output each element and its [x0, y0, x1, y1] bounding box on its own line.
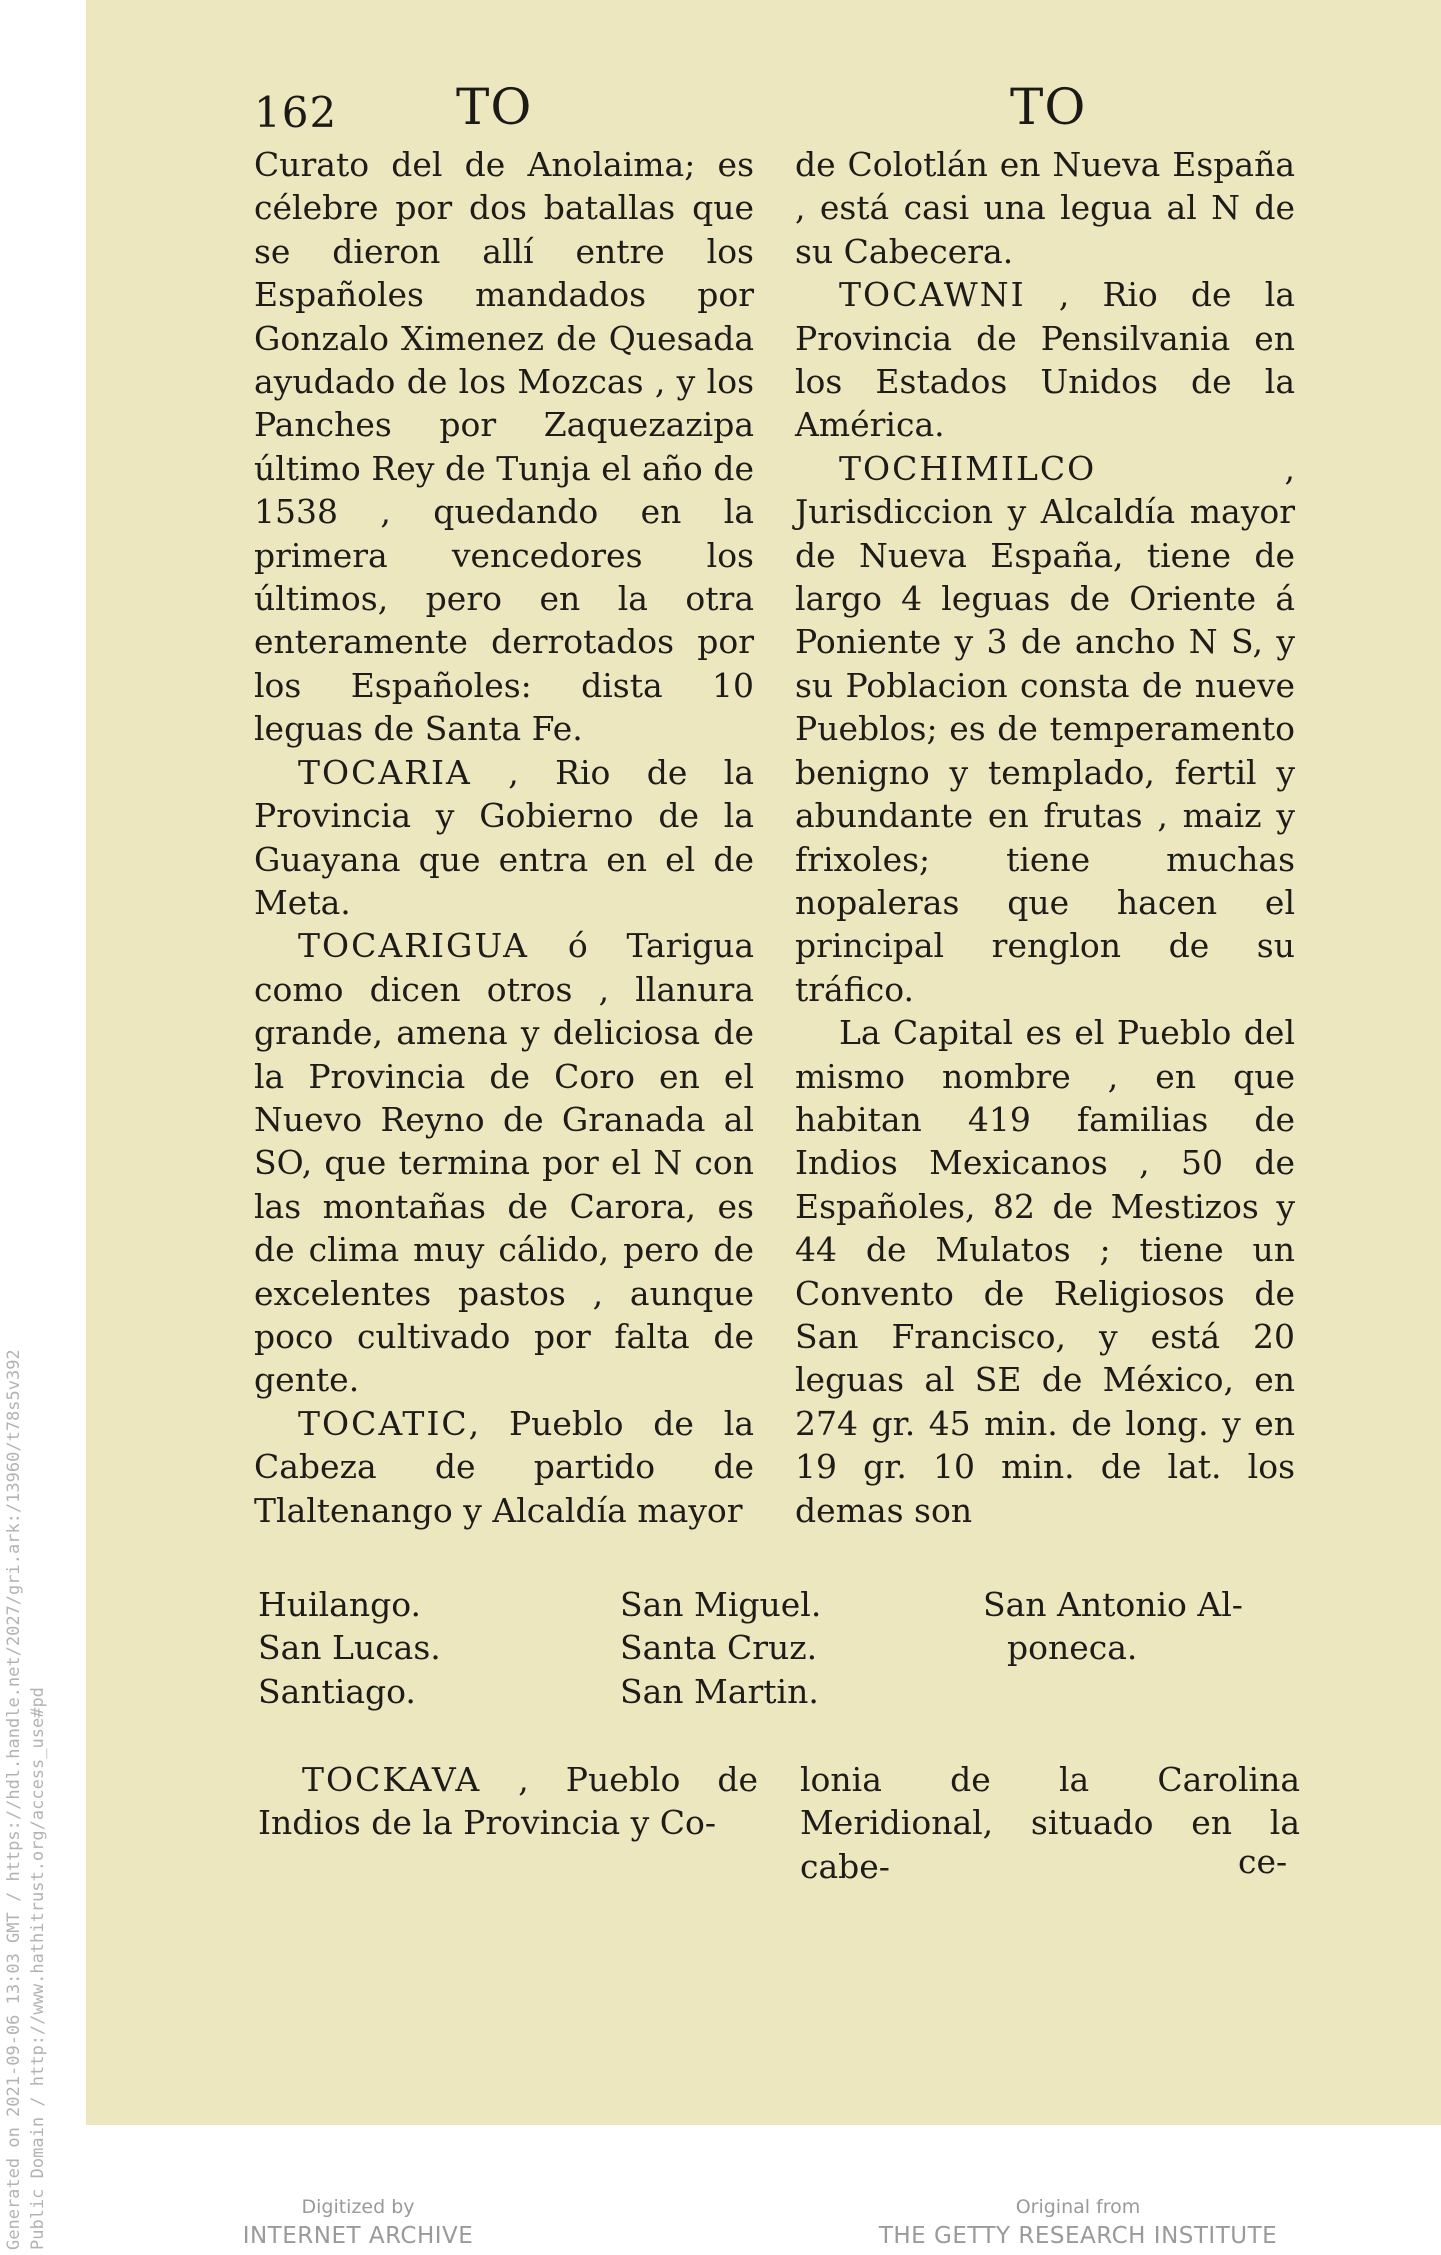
entry-text: , Jurisdiccion y Alcaldía mayor de Nueva España, tiene de largo 4 leguas de Oriente á Poniente y 3 de ancho N S, y su Poblacion consta de nueve Pueblos; es de temperamento benigno y templado, fertil y abundante en frutas , maiz y frixoles; tiene muchas nopaleras que hacen el principal renglon de su tráfico. — [795, 448, 1295, 1009]
getty-research-institute-label: THE GETTY RESEARCH INSTITUTE — [878, 2223, 1278, 2249]
entry-text: , Rio de la Provincia y Gobierno de la Guayana que entra en el de Meta. — [254, 752, 754, 922]
town-name-continued: poneca. — [1007, 1628, 1138, 1668]
entry-paragraph — [795, 273, 1295, 447]
bottom-right-entry — [800, 1758, 1300, 1888]
generated-note-line-2: Public Domain / http://www.hathitrust.org/access_use#pd — [28, 1687, 48, 2250]
paragraph-text: lonia de la Carolina Meridional, situado en la cabe- — [800, 1760, 1300, 1886]
town-list-column — [983, 1583, 1303, 1670]
entry-text: ó Tarigua como dicen otros , llanura grande, amena y deliciosa de la Provincia de Coro en el Nuevo Reyno de Granada al SO, que termina por el N con las montañas de Carora, es de clima muy cálido, pero de excelentes pastos , aunque poco cultivado por falta de gente. — [254, 926, 754, 1400]
generated-note-line-1: Generated on 2021-09-06 13:03 GMT / https://hdl.handle.net/2027/gri.ark:/13960/t78s5v392 — [4, 1349, 24, 2250]
paragraph — [795, 143, 1295, 273]
entry-headword: TOCAWNI — [839, 275, 1026, 315]
town-name: San Martin. — [620, 1671, 819, 1711]
right-column — [795, 143, 1295, 1532]
entry-headword: TOCKAVA — [302, 1760, 482, 1799]
digitized-by-label: Digitized by — [301, 2196, 415, 2218]
paragraph — [800, 1758, 1300, 1888]
original-from-label: Original from — [1015, 2196, 1141, 2218]
entry-paragraph — [258, 1758, 758, 1845]
town-list-column — [258, 1583, 598, 1713]
page-number: 162 — [254, 88, 338, 137]
entry-text: , Pueblo de la Cabeza de partido de Tlaltenango y Alcaldía mayor — [254, 1403, 754, 1530]
bottom-left-entry — [258, 1758, 758, 1845]
entry-paragraph — [254, 924, 754, 1401]
entry-headword: TOCARIA — [298, 752, 472, 792]
entry-headword: TOCATIC — [298, 1403, 469, 1443]
paragraph-text: Curato del de Anolaima; es célebre por dos batallas que se dieron allí entre los Españoles mandados por Gonzalo Ximenez de Quesada ayudado de los Mozcas , y los Panches por Zaquezazipa último Rey de Tunja el año de 1538 , quedando en la primera vencedores los últimos, pero en la otra enteramente derrotados por los Españoles: dista 10 leguas de Santa Fe. — [254, 145, 754, 749]
left-column — [254, 143, 754, 1532]
town-name: San Antonio Al- — [983, 1585, 1243, 1624]
catchword: ce- — [1238, 1842, 1288, 1881]
generated-note — [0, 1100, 72, 2250]
paragraph-text: de Colotlán en Nueva España , está casi una legua al N de su Cabecera. — [795, 145, 1295, 271]
town-list-column — [620, 1583, 960, 1713]
paragraph — [795, 1011, 1295, 1532]
entry-text: , Rio de la Provincia de Pensilvania en los Estados Unidos de la América. — [795, 275, 1295, 445]
entry-text: , Pueblo de Indios de la Provincia y Co- — [258, 1760, 758, 1843]
town-name: Huilango. — [258, 1585, 421, 1624]
town-name: Santa Cruz. — [620, 1628, 818, 1668]
town-name: San Lucas. — [258, 1628, 441, 1668]
entry-headword: TOCARIGUA — [298, 926, 530, 966]
right-running-head: TO — [1010, 78, 1087, 136]
entry-paragraph — [254, 751, 754, 925]
town-name: San Miguel. — [620, 1585, 822, 1624]
entry-paragraph — [795, 447, 1295, 1011]
entry-paragraph — [254, 1402, 754, 1532]
paragraph — [254, 143, 754, 751]
entry-headword: TOCHIMILCO — [839, 448, 1097, 488]
town-name: Santiago. — [258, 1671, 416, 1711]
internet-archive-label: INTERNET ARCHIVE — [242, 2223, 474, 2249]
left-running-head: TO — [456, 78, 533, 136]
paragraph-text: La Capital es el Pueblo del mismo nombre , en que habitan 419 familias de Indios Mexicanos , 50 de Españoles, 82 de Mestizos y 44 de Mulatos ; tiene un Convento de Religiosos de San Francisco, y está 20 leguas al SE de México, en 274 gr. 45 min. de long. y en 19 gr. 10 min. de lat. los demas son — [795, 1013, 1295, 1530]
